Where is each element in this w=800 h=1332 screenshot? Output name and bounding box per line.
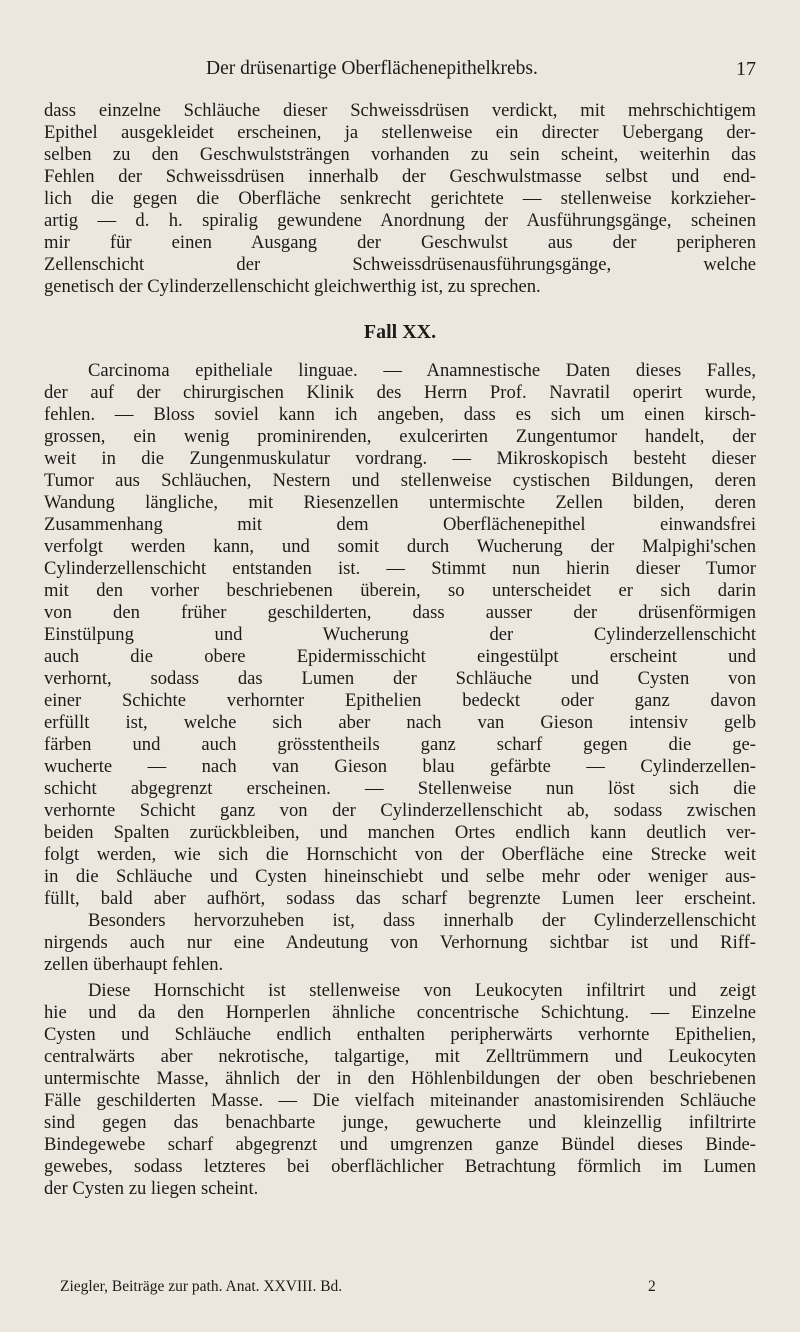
text-line: Cylinderzellenschicht entstanden ist. — Stimmt nun hierin dieser Tumor bbox=[44, 558, 756, 579]
text-line: gewebes, sodass letzteres bei oberflächlicher Betrachtung förmlich im Lumen bbox=[44, 1156, 756, 1177]
text-line: untermischte Masse, ähnlich der in den Höhlenbildungen der oben beschriebenen bbox=[44, 1068, 756, 1089]
text-line: Bindegewebe scharf abgegrenzt und umgrenzen ganze Bündel dieses Binde- bbox=[44, 1134, 756, 1155]
text-line: färben und auch grösstentheils ganz scharf gegen die ge- bbox=[44, 734, 756, 755]
text-line: mit den vorher beschriebenen überein, so unterscheidet er sich darin bbox=[44, 580, 756, 601]
paragraph-horn-layer bbox=[44, 980, 756, 1200]
text-line: genetisch der Cylinderzellenschicht gleichwerthig ist, zu sprechen. bbox=[44, 276, 541, 297]
text-line: Epithel ausgekleidet erscheinen, ja stellenweise ein directer Uebergang der- bbox=[44, 122, 756, 143]
text-line: Fehlen der Schweissdrüsen innerhalb der Geschwulstmasse selbst und end- bbox=[44, 166, 756, 187]
text-line: auch die obere Epidermisschicht eingestülpt erscheint und bbox=[44, 646, 756, 667]
section-title: Fall XX. bbox=[363, 321, 437, 343]
text-line: sind gegen das benachbarte junge, gewucherte und kleinzellig infiltrirte bbox=[44, 1112, 756, 1133]
journal-citation: Ziegler, Beiträge zur path. Anat. XXVIII. Bd. bbox=[60, 1278, 343, 1295]
text-line: von den früher geschilderten, dass ausser der drüsenförmigen bbox=[44, 602, 756, 623]
text-line: erfüllt ist, welche sich aber nach van Gieson intensiv gelb bbox=[44, 712, 756, 733]
running-title: Der drüsenartige Oberflächenepithelkrebs. bbox=[206, 58, 538, 79]
text-line: der Cysten zu liegen scheint. bbox=[44, 1178, 259, 1199]
text-line: Einstülpung und Wucherung der Cylinderzellenschicht bbox=[44, 624, 756, 645]
text-line: selben zu den Geschwulststrängen vorhanden zu sein scheint, weiterhin das bbox=[44, 144, 756, 165]
text-line: Tumor aus Schläuchen, Nestern und stellenweise cystischen Bildungen, deren bbox=[44, 470, 756, 491]
text-line: Zellenschicht der Schweissdrüsenausführungsgänge, welche bbox=[44, 254, 756, 275]
text-line: füllt, bald aber aufhört, sodass das scharf begrenzte Lumen leer erscheint. bbox=[44, 888, 756, 909]
text-line: Cysten und Schläuche endlich enthalten peripherwärts verhornte Epithelien, bbox=[44, 1024, 756, 1045]
text-line: Fälle geschilderten Masse. — Die vielfach miteinander anastomisirenden Schläuche bbox=[44, 1090, 756, 1111]
text-line: wucherte — nach van Gieson blau gefärbte — Cylinderzellen- bbox=[44, 756, 756, 777]
text-line: Besonders hervorzuheben ist, dass innerhalb der Cylinderzellenschicht bbox=[88, 910, 756, 931]
text-line: verfolgt werden kann, und somit durch Wucherung der Malpighi'schen bbox=[44, 536, 756, 557]
text-line: weit in die Zungenmuskulatur vordrang. — Mikroskopisch besteht dieser bbox=[44, 448, 756, 469]
text-line: verhornt, sodass das Lumen der Schläuche und Cysten von bbox=[44, 668, 756, 689]
paragraph-case-description bbox=[44, 360, 756, 910]
page-number: 17 bbox=[736, 58, 756, 80]
text-line: in die Schläuche und Cysten hineinschiebt und selbe mehr oder weniger aus- bbox=[44, 866, 756, 887]
text-line: zellen überhaupt fehlen. bbox=[44, 954, 224, 975]
signature-mark: 2 bbox=[648, 1278, 656, 1295]
text-line: schicht abgegrenzt erscheinen. — Stellenweise nun löst sich die bbox=[44, 778, 756, 799]
text-line: mir für einen Ausgang der Geschwulst aus der peripheren bbox=[44, 232, 756, 253]
text-line: artig — d. h. spiralig gewundene Anordnung der Ausführungsgänge, scheinen bbox=[44, 210, 756, 231]
text-line: Diese Hornschicht ist stellenweise von Leukocyten infiltrirt und zeigt bbox=[88, 980, 756, 1001]
text-line: Zusammenhang mit dem Oberflächenepithel einwandsfrei bbox=[44, 514, 756, 535]
text-line: beiden Spalten zurückbleiben, und manchen Ortes endlich kann deutlich ver- bbox=[44, 822, 756, 843]
text-line: centralwärts aber nekrotische, talgartige, mit Zelltrümmern und Leukocyten bbox=[44, 1046, 756, 1067]
text-line: fehlen. — Bloss soviel kann ich angeben, dass es sich um einen kirsch- bbox=[44, 404, 756, 425]
text-line: nirgends auch nur eine Andeutung von Verhornung sichtbar ist und Riff- bbox=[44, 932, 756, 953]
text-line: folgt werden, wie sich die Hornschicht von der Oberfläche eine Strecke weit bbox=[44, 844, 756, 865]
text-line: hie und da den Hornperlen ähnliche concentrische Schichtung. — Einzelne bbox=[44, 1002, 756, 1023]
page-footer bbox=[44, 1278, 756, 1302]
paragraph-no-keratinization bbox=[44, 910, 756, 976]
text-line: verhornte Schicht ganz von der Cylinderzellenschicht ab, sodass zwischen bbox=[44, 800, 756, 821]
page-header bbox=[44, 58, 756, 86]
text-line: lich die gegen die Oberfläche senkrecht gerichtete — stellenweise korkzieher- bbox=[44, 188, 756, 209]
text-line: der auf der chirurgischen Klinik des Herrn Prof. Navratil operirt wurde, bbox=[44, 382, 756, 403]
text-line: grossen, ein wenig prominirenden, exulcerirten Zungentumor handelt, der bbox=[44, 426, 756, 447]
intro-paragraph bbox=[44, 100, 756, 298]
body-text bbox=[44, 100, 756, 1200]
text-line: einer Schichte verhornter Epithelien bedeckt oder ganz davon bbox=[44, 690, 756, 711]
text-line: dass einzelne Schläuche dieser Schweissdrüsen verdickt, mit mehrschichtigem bbox=[44, 100, 756, 121]
text-line: Carcinoma epitheliale linguae. — Anamnestische Daten dieses Falles, bbox=[88, 360, 756, 381]
text-line: Wandung längliche, mit Riesenzellen untermischte Zellen bilden, deren bbox=[44, 492, 756, 513]
